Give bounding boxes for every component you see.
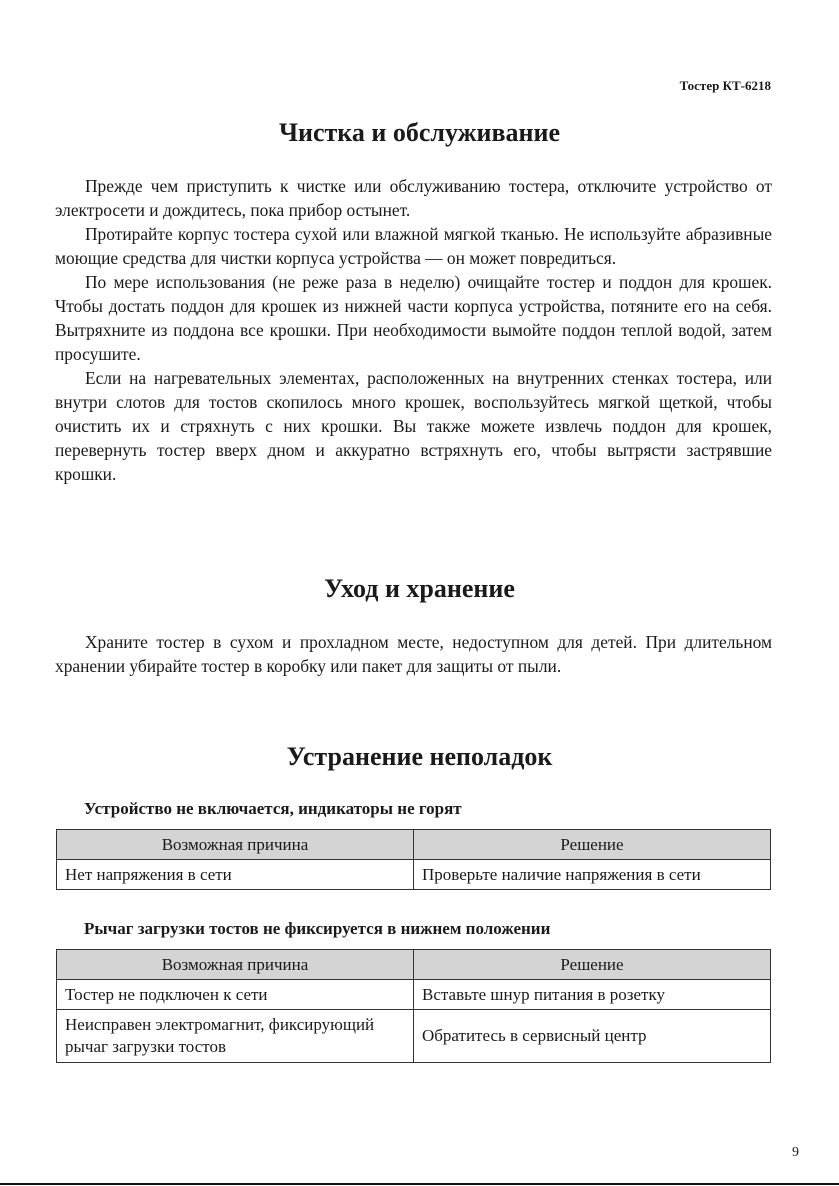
solution-header: Решение [414,950,771,980]
cleaning-paragraph-1: Прежде чем приступить к чистке или обслуживанию тостера, отключите устройство от электросети и дождитесь, пока прибор остынет. [55,176,772,220]
cleaning-paragraph-2: Протирайте корпус тостера сухой или влажной мягкой тканью. Не используйте абразивные моющие средства для чистки корпуса устройства — он может повредиться. [55,224,772,268]
solution-cell: Вставьте шнур питания в розетку [414,980,771,1010]
page-number: 9 [792,1145,799,1160]
table-header-row [57,950,771,980]
cause-header: Возможная причина [57,950,414,980]
table-row [57,1010,771,1063]
problem-2-table [56,949,771,1063]
cleaning-title: Чистка и обслуживание [278,118,561,147]
problem-1-title: Устройство не включается, индикаторы не горят [84,799,462,818]
cause-cell: Тостер не подключен к сети [57,980,414,1010]
cleaning-paragraph-4: Если на нагревательных элементах, расположенных на внутренних стенках тостера, или внутри слотов для тостов скопилось много крошек, воспользуйтесь мягкой щеткой, чтобы очистить их и стряхнуть с них крошки. Вы также можете извлечь поддон для крошек, перевернуть тостер вверх дном и аккуратно встряхнуть его, чтобы вытрясти застрявшие крошки. [55,368,772,484]
cleaning-text [55,174,772,486]
problem-1-table [56,829,771,890]
running-header: Тостер КТ-6218 [679,78,771,93]
table-header-row [57,830,771,860]
storage-text [55,630,772,678]
problem-2-title: Рычаг загрузки тостов не фиксируется в нижнем положении [84,919,551,938]
storage-title: Уход и хранение [324,574,515,603]
solution-header: Решение [414,830,771,860]
solution-cell: Обратитесь в сервисный центр [414,1010,771,1063]
solution-cell: Проверьте наличие напряжения в сети [414,860,771,890]
cause-cell: Нет напряжения в сети [57,860,414,890]
cleaning-paragraph-3: По мере использования (не реже раза в неделю) очищайте тостер и поддон для крошек. Чтобы достать поддон для крошек из нижней части корпуса устройства, потяните его на себя. Вытряхните из поддона все крошки. При необходимости вымойте поддон теплой водой, затем просушите. [55,272,772,364]
cause-cell: Неисправен электромагнит, фиксирующий рычаг загрузки тостов [57,1010,414,1063]
table-row [57,980,771,1010]
table-row [57,860,771,890]
troubleshooting-title: Устранение неполадок [286,742,553,771]
storage-paragraph-1: Храните тостер в сухом и прохладном месте, недоступном для детей. При длительном хранении убирайте тостер в коробку или пакет для защиты от пыли. [55,632,772,676]
page-bottom-rule [0,1183,839,1185]
cause-header: Возможная причина [57,830,414,860]
